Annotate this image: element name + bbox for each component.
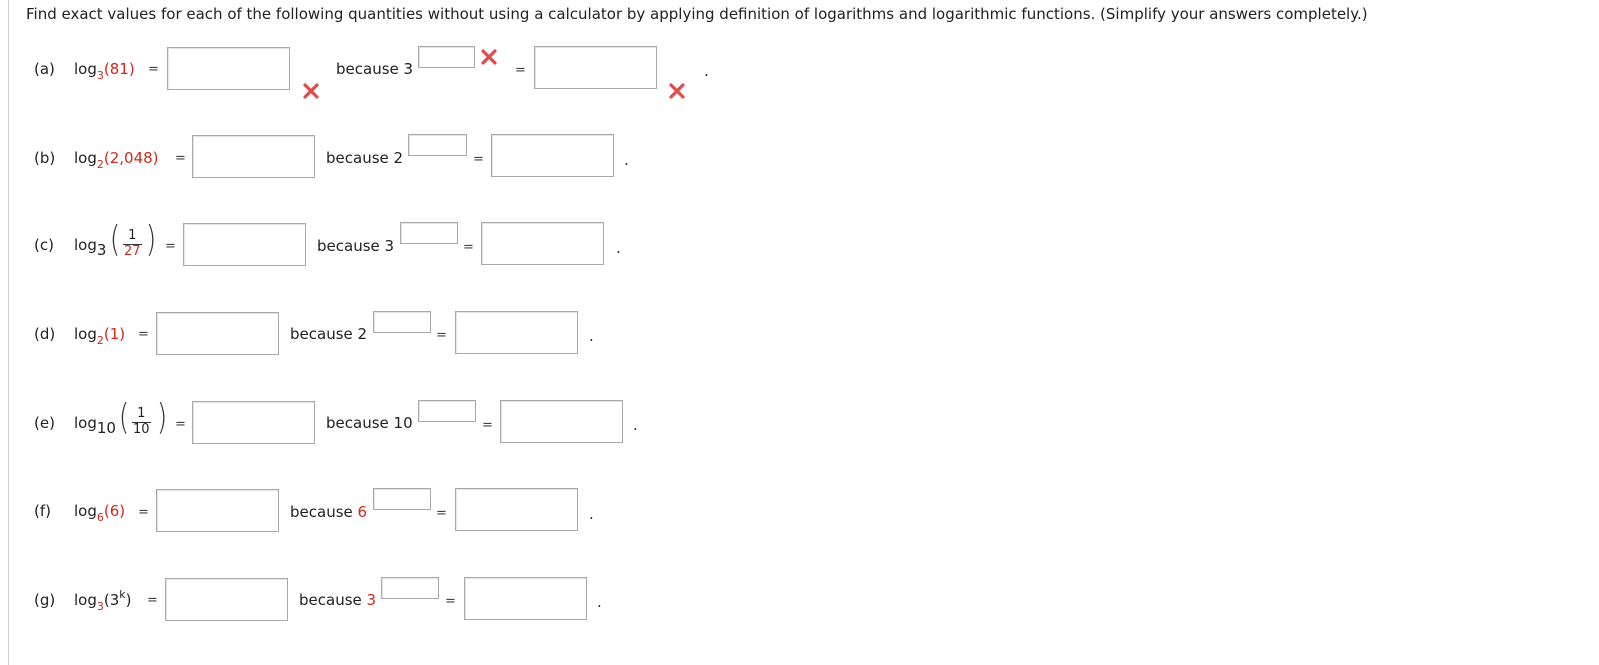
result-input-g[interactable] (464, 577, 587, 620)
because-text: because 3 (336, 60, 414, 78)
result-input-d[interactable] (455, 311, 578, 354)
log-expression: $\log_6(6)$ (74, 502, 126, 524)
equals-sign: = (138, 505, 149, 520)
fraction: 1 10 (133, 406, 150, 437)
problem-label: (a) (34, 60, 55, 78)
equals-sign: = (175, 417, 186, 432)
answer-input-g[interactable] (165, 578, 288, 621)
period: . (589, 505, 594, 523)
period: . (616, 239, 621, 257)
result-input-e[interactable] (500, 400, 623, 443)
equals-sign: = (436, 328, 447, 343)
left-paren: ( (118, 397, 130, 438)
exponent-input-e[interactable] (418, 400, 476, 422)
x-mark-icon (480, 48, 498, 66)
problem-label: (b) (34, 149, 56, 167)
equals-sign: = (515, 63, 526, 78)
exponent-input-d[interactable] (373, 311, 431, 333)
equals-sign: = (463, 240, 474, 255)
equals-sign: = (473, 152, 484, 167)
because-text: because 2 (326, 149, 404, 167)
exponent-input-a[interactable] (418, 46, 475, 68)
right-paren: ) (156, 397, 168, 438)
log-expression: $\log_3(81)$ (74, 60, 135, 82)
log-word: log10 (74, 414, 116, 437)
result-input-b[interactable] (491, 134, 614, 177)
equals-sign: = (148, 62, 159, 77)
problem-label: (e) (34, 414, 55, 432)
problem-label: (c) (34, 236, 54, 254)
because-text: because 6 (290, 503, 368, 521)
period: . (633, 416, 638, 434)
x-mark-icon (668, 82, 686, 100)
x-mark-icon (302, 82, 320, 100)
left-paren: ( (109, 219, 121, 260)
problem-label: (g) (34, 591, 56, 609)
exponent-input-b[interactable] (408, 134, 467, 156)
period: . (597, 593, 602, 611)
equals-sign: = (165, 239, 176, 254)
result-input-f[interactable] (455, 488, 578, 531)
result-input-c[interactable] (481, 222, 604, 265)
answer-input-f[interactable] (156, 489, 279, 532)
answer-input-c[interactable] (183, 223, 306, 266)
problem-label: (f) (34, 502, 51, 520)
log-expression: $\log_3(3^k)$ (74, 588, 132, 613)
period: . (589, 327, 594, 345)
answer-input-b[interactable] (192, 135, 315, 178)
fraction: 1 27 (124, 228, 141, 259)
log-expression: $\log_2(2,048)$ (74, 149, 159, 171)
equals-sign: = (436, 506, 447, 521)
answer-input-d[interactable] (156, 312, 279, 355)
equals-sign: = (138, 327, 149, 342)
because-text: because 3 (317, 237, 395, 255)
equals-sign: = (445, 594, 456, 609)
right-paren: ) (145, 219, 157, 260)
problem-label: (d) (34, 325, 56, 343)
because-text: because 3 (299, 591, 377, 609)
instructions-text: Find exact values for each of the following quantities without using a calculator by applying definition of logarithms and logarithmic functions. (Simplify your answers completely.) (26, 5, 1368, 23)
answer-input-a[interactable] (167, 47, 290, 90)
because-text: because 10 (326, 414, 413, 432)
exponent-input-c[interactable] (400, 222, 458, 244)
period: . (624, 151, 629, 169)
exponent-input-g[interactable] (381, 577, 439, 599)
answer-input-e[interactable] (192, 401, 315, 444)
result-input-a[interactable] (534, 46, 657, 89)
period: . (704, 62, 709, 80)
because-text: because 2 (290, 325, 368, 343)
log-word: log3 (74, 236, 107, 259)
exponent-input-f[interactable] (373, 488, 431, 510)
equals-sign: = (147, 593, 158, 608)
equals-sign: = (482, 418, 493, 433)
log-expression: $\log_2(1)$ (74, 325, 126, 347)
equals-sign: = (175, 151, 186, 166)
